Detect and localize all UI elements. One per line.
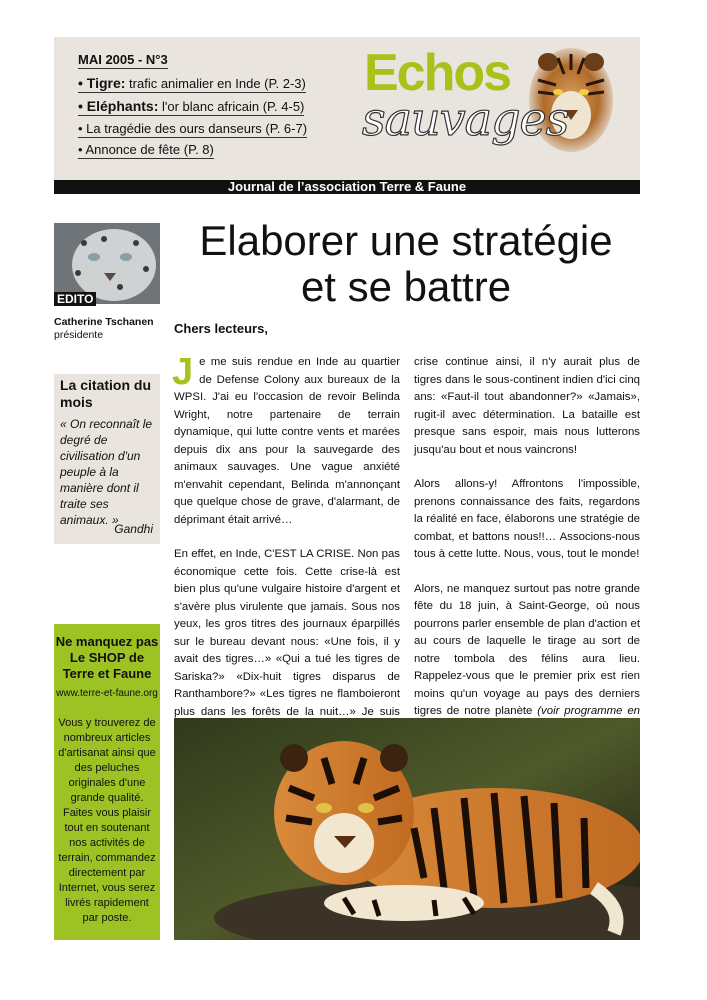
toc-item[interactable]: • Eléphants: l'or blanc africain (P. 4-5) xyxy=(78,98,305,114)
paragraph: Alors, ne manquez surtout pas notre grande fête du 18 juin, à Saint-George, où nous pourrons parler ensemble de plan d'action et au cours de laquelle le tirage au sort de notre tombola des félins aura lieu. Rappelez-vous que le premier prix est rien moins qu'un voyage au pays des derniers tigres de notre planète (voir programme en xyxy=(414,582,640,717)
toc-item[interactable]: • Tigre: trafic animalier en Inde (P. 2-3) xyxy=(78,75,306,91)
article-column-2 xyxy=(414,354,640,755)
edito-author: Catherine Tschanen xyxy=(54,316,154,328)
shop-link[interactable]: www.terre-et-faune.org xyxy=(56,688,158,699)
citation-title: La citation du mois xyxy=(60,377,151,410)
logo-sauvages: sauvages xyxy=(362,92,569,146)
salutation: Chers lecteurs, xyxy=(174,321,268,336)
article-title: Elaborer une stratégie et se battre xyxy=(199,217,613,310)
paragraph: Alors allons-y! Affrontons l'impossible, prenons connaissance des faits, regardons la réalité en face, élaborons une stratégie de combat, et battons nous!!… Associons-nous tous à cette lutte. Nous, vous, tout le monde! xyxy=(414,478,640,560)
logo-echos: Echos xyxy=(364,44,511,102)
edito-role: présidente xyxy=(54,329,104,341)
toc-item[interactable]: • La tragédie des ours danseurs (P. 6-7) xyxy=(78,121,308,136)
drop-cap: J xyxy=(172,351,194,393)
journal-banner: Journal de l’association Terre & Faune xyxy=(54,180,640,194)
issue-label: MAI 2005 - N°3 xyxy=(78,52,168,67)
citation-author: Gandhi xyxy=(114,522,153,536)
article-column-1: Je me suis rendue en Inde au quartier de Defense Colony aux bureaux de la WPSI. J'ai eu l'occasion de revoir Belinda Wright, notre partenaire de terrain dynamique, qui lutte contre vents et marées depuis dix ans pour la sauvegarde des animaux sauvages. Une vague anxiété m'envahit cependant, Belinda m'annonçant que quelque chose de grave, d'alarmant, de déprimant était arrivé… En effet, en Inde, C'EST LA CRISE. Non pas économique cette fois. Cette crise-là est bien plus qu'une vulgaire histoire d'argent et s'avère plus virulente que jamais. Sous nos yeux, les gros titres des journaux éparpillés sur le bureau devant nous: «Une fois, il y avait des tigres…» «Qui a tué les tigres de Sariska?» «Dix-huit tigres disparus de Ranthambore?» «Les tigres ne flamboieront plus dans les forêts de la nuit…» Je suis xyxy=(174,354,400,773)
tiger-photo xyxy=(174,718,640,940)
edito-tag: EDITO xyxy=(54,292,96,306)
shop-text: Vous y trouverez de nombreux articles d'artisanat ainsi que des peluches originales d'une grande qualité. Faites vous plaisir tout en soutenant nos activités de terrain, commandez directement par Internet, vous serez livrés rapidement par poste. xyxy=(58,717,156,924)
paragraph: En effet, en Inde, C'EST LA CRISE. Non pas économique cette fois. Cette crise-là est bien plus qu'une vulgaire histoire d'argent et s'avère plus virulente que jamais. Sous nos yeux, les gros titres des journaux éparpillés sur le bureau devant nous: «Une fois, il y avait des tigres…» «Qui a tué les tigres de Sariska?» «Dix-huit tigres disparus de Ranthambore?» «Les tigres ne flamboieront plus dans les forêts de la nuit…» Je suis xyxy=(174,548,400,718)
toc-item[interactable]: • Annonce de fête (P. 8) xyxy=(78,142,214,157)
paragraph: crise continue ainsi, il n'y aurait plus de tigres dans le sous-continent indien d'ici cinq ans: «Faut-il tout abandonner?» «Jamais», rugit-il avec détermination. La bataille est presque sans espoir, mais nous lutterons jusqu'au bout et nous vaincrons! xyxy=(414,356,640,456)
shop-title: Ne manquez pas Le SHOP de Terre et Faune xyxy=(55,634,159,681)
citation-text: « On reconnaît le degré de civilisation d'un peuple à la manière dont il traite ses animaux. » xyxy=(60,417,153,527)
